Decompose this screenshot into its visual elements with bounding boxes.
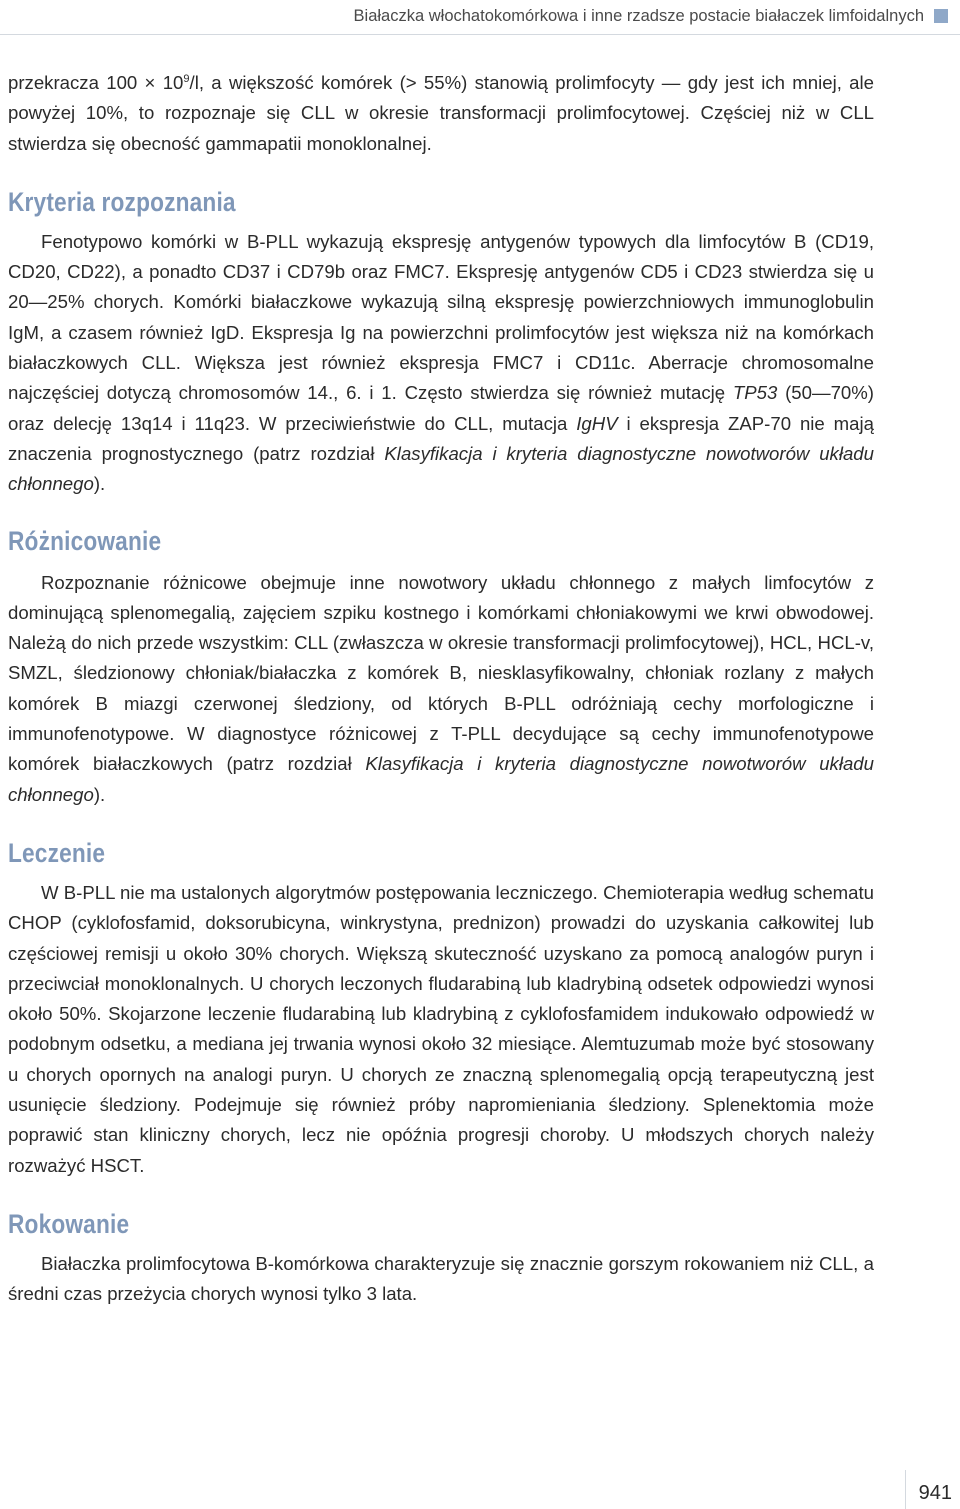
gene-tp53: TP53 [732,382,778,404]
intro-text-a: przekracza 100 × 10 [8,72,184,93]
heading-leczenie: Leczenie [8,837,106,868]
running-header [354,4,948,28]
page-number: 941 [918,1482,952,1504]
page-content [8,68,874,1310]
kryteria-text-4: ). [93,473,106,495]
header-divider [0,34,960,35]
kryteria-text-3: i ekspresja ZAP-70 nie mają znaczenia prognostycznego (patrz rozdział [8,412,874,464]
kryteria-text-2: (50—70%) oraz delecję 13q14 i 11q23. W przeciwieństwie do CLL, mutacja [8,382,874,434]
running-header-title: Białaczka włochatokomórkowa i inne rzadsze postacie białaczek limfoidalnych [353,6,924,25]
intro-text-b: /l, a większość komórek (> 55%) stanowią prolimfocyty — gdy jest ich mniej, ale powyżej 10%, to rozpoznaje się CLL w okresie transformacji prolimfocytowej. Częściej niż w CLL stwierdza się obecność gammapatii monoklonalnej. [8,72,874,154]
kryteria-paragraph [8,227,874,500]
heading-kryteria: Kryteria rozpoznania [8,186,236,217]
page-number-divider [905,1470,906,1509]
heading-roznicowanie: Różnicowanie [8,525,162,556]
kryteria-chapter-reference: Klasyfikacja i kryteria diagnostyczne nowotworów układu chłonnego [8,442,874,495]
roznicowanie-chapter-reference: Klasyfikacja i kryteria diagnostyczne nowotworów układu chłonnego [8,753,874,805]
heading-rokowanie: Rokowanie [8,1208,130,1239]
intro-superscript: 9 [183,72,190,85]
leczenie-paragraph: W B-PLL nie ma ustalonych algorytmów postępowania leczniczego. Chemioterapia według schematu CHOP (cyklofosfamid, doksorubicyna, winkrystyna, prednizon) prowadzi do uzyskania całkowitej lub częściowej remisji u około 30% chorych. Większą skuteczność uzyskano za pomocą analogów puryn i przeciwciał monoklonalnych. U chorych leczonych fludarabiną lub kladrybiną odsetek odpowiedzi wynosi około 50%. Skojarzone leczenie fludarabiną lub kladrybiną z cyklofosfamidem indukowało odpowiedź w podobnym odsetku, a mediana jej trwania wynosi około 32 miesiące. Alemtuzumab może być stosowany u chorych opornych na analogi puryn. U chorych ze znaczną splenomegalią opcją terapeutyczną jest usunięcie śledziony. Podejmuje się również próby napromieniania śledziony. Splenektomia może poprawić stan kliniczny chorych, lecz nie opóźnia progresji choroby. U młodszych chorych należy rozważyć HSCT. [8,881,874,1176]
roznicowanie-text-2: ). [93,783,106,805]
header-square-icon [934,9,948,23]
gene-ighv: IgHV [576,412,618,434]
intro-paragraph [8,68,874,159]
kryteria-text-1: Fenotypowo komórki w B-PLL wykazują ekspresję antygenów typowych dla limfocytów B (CD19, CD20, CD22), a ponadto CD37 i CD79b oraz FMC7. Ekspresję antygenów CD5 i CD23 stwierdza się u 20—25% chorych. Komórki białaczkowe wykazują silną ekspresję powierzchniowych immunoglobulin IgM, a czasem również IgD. Ekspresja Ig na powierzchni prolimfocytów jest większa niż na komórkach białaczkowych CLL. Większa jest również ekspresja FMC7 i CD11c. Aberracje chromosomalne najczęściej dotyczą chromosomów 14., 6. i 1. Często stwierdza się również mutację [8,230,874,404]
rokowanie-paragraph: Białaczka prolimfocytowa B-komórkowa charakteryzuje się znacznie gorszym rokowaniem niż CLL, a średni czas przeżycia chorych wynosi tylko 3 lata. [8,1252,874,1305]
roznicowanie-paragraph [8,568,874,810]
roznicowanie-text-1: Rozpoznanie różnicowe obejmuje inne nowotwory układu chłonnego z małych limfocytów z dominującą splenomegalią, zajęciem szpiku kostnego i komórkami chłoniakowymi we krwi obwodowej. Należą do nich przede wszystkim: CLL (zwłaszcza w okresie transformacji prolimfocytowej), HCL, HCL-v, SMZL, śledzionowy chłoniak/białaczka z komórek B, niesklasyfikowalny, chłoniak rozlany z małych komórek B miazgi czerwonej śledziony, od których B-PLL odróżniają cechy morfologiczne i immunofenotypowe. W diagnostyce różnicowej z T-PLL decydujące są cechy immunofenotypowe komórek białaczkowych (patrz rozdział [8,571,874,775]
